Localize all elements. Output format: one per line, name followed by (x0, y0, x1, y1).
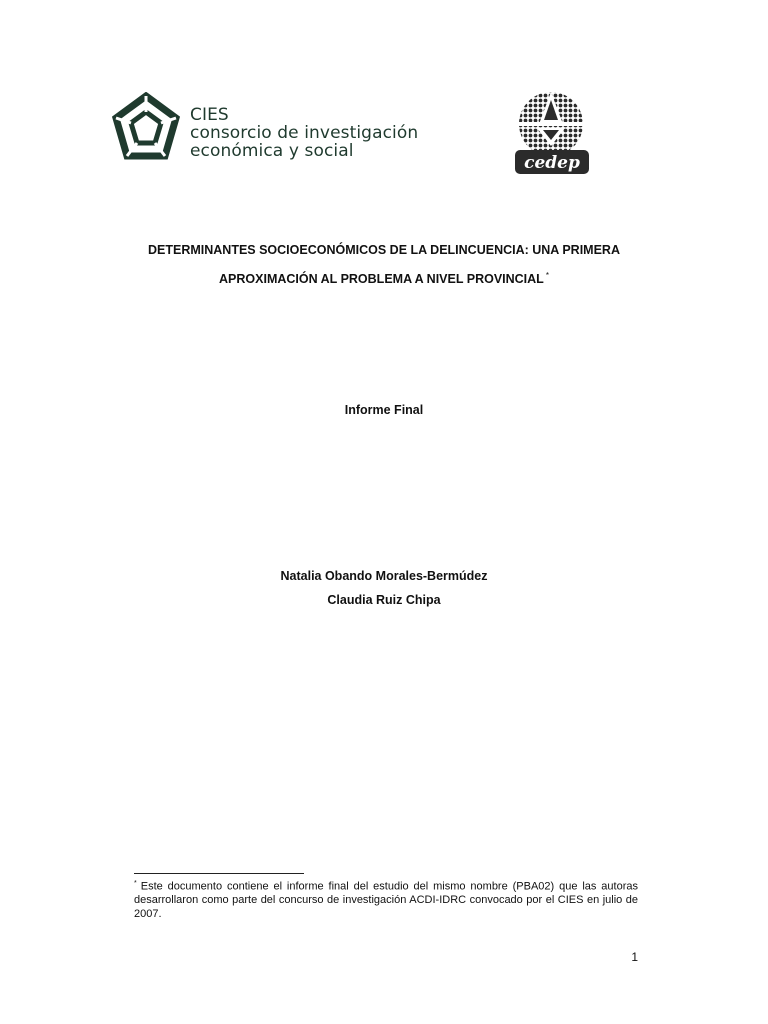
cedep-logo (513, 88, 593, 184)
document-title (100, 238, 668, 292)
footnote-text: Este documento contiene el informe final del estudio del mismo nombre (PBA02) que las autoras desarrollaron como parte del concurso de investigación ACDI-IDRC convocado por el CIES en julio de 2007. (134, 880, 638, 920)
report-type: Informe Final (344, 403, 424, 417)
cies-pentagon-icon (112, 92, 180, 162)
title-line-2 (100, 263, 668, 292)
cedep-logo-text: cedep (524, 153, 580, 173)
page-number: 1 (631, 950, 638, 964)
title-line-1: DETERMINANTES SOCIOECONÓMICOS DE LA DELINCUENCIA: UNA PRIMERA (147, 243, 620, 257)
author-2: Claudia Ruiz Chipa (327, 593, 441, 607)
title-line-2-text: APROXIMACIÓN AL PROBLEMA A NIVEL PROVINCIAL (219, 272, 544, 287)
author-1: Natalia Obando Morales-Bermúdez (280, 569, 488, 583)
cies-logo-line1: consorcio de investigación (190, 123, 419, 143)
footnote-divider (134, 873, 304, 874)
cies-logo-text (190, 106, 418, 160)
footnote-marker: * (134, 880, 137, 887)
authors (0, 564, 768, 612)
title-footnote-marker[interactable]: * (545, 271, 549, 280)
cies-logo-line2: económica y social (190, 141, 354, 161)
cies-logo (112, 92, 432, 172)
cies-logo-name: CIES (190, 105, 229, 125)
footnote (134, 877, 638, 921)
